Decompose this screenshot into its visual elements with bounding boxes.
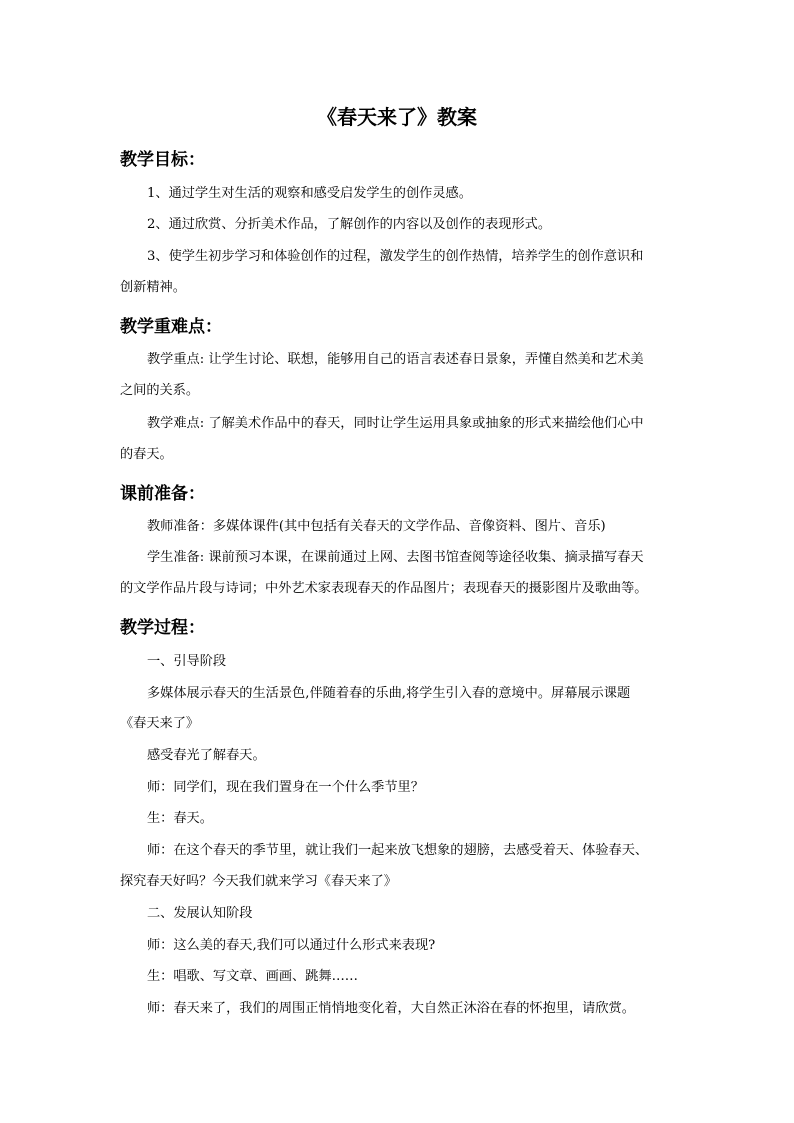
key-points-line-2: 教学难点: 了解美术作品中的春天，同时让学生运用具象或抽象的形式来描绘他们心中 xyxy=(147,416,644,431)
preparation-line-2-cont: 的文学作品片段与诗词；中外艺术家表现春天的作品图片；表现春天的摄影图片及歌曲等。 xyxy=(120,581,648,596)
goals-line-3: 3、使学生初步学习和体验创作的过程，激发学生的创作热情，培养学生的创作意识和 xyxy=(147,249,644,264)
process-line-10: 师：春天来了，我们的周围正悄悄地变化着，大自然正沐浴在春的怀抱里，请欣赏。 xyxy=(147,1001,635,1016)
section-heading-process: 教学过程： xyxy=(120,618,205,638)
goals-line-1: 1、通过学生对生活的观察和感受启发学生的创作灵感。 xyxy=(147,186,472,201)
goals-line-2: 2、通过欣赏、分折美术作品，了解创作的内容以及创作的表现形式。 xyxy=(147,217,552,232)
key-points-line-2-cont: 的春天。 xyxy=(120,447,173,462)
document-title: 《春天来了》教案 xyxy=(317,105,477,129)
process-line-8: 师：这么美的春天,我们可以通过什么形式来表现? xyxy=(147,938,436,953)
preparation-line-1: 教师准备：多媒体课件(其中包括有关春天的文学作品、音像资料、图片、音乐) xyxy=(147,519,606,534)
process-line-2-cont: 《春天来了》 xyxy=(120,716,200,731)
key-points-line-1-cont: 之间的关系。 xyxy=(120,383,200,398)
process-line-3: 感受春光了解春天。 xyxy=(147,748,266,763)
process-line-1: 一、引导阶段 xyxy=(147,654,227,669)
preparation-line-2: 学生准备: 课前预习本课，在课前通过上网、去图书馆查阅等途径收集、摘录描写春天 xyxy=(147,550,644,565)
process-line-6-cont: 探究春天好吗？今天我们就来学习《春天来了》 xyxy=(120,874,397,889)
process-line-2: 多媒体展示春天的生活景色,伴随着春的乐曲,将学生引入春的意境中。屏幕展示课题 xyxy=(147,686,631,701)
section-heading-preparation: 课前准备： xyxy=(120,484,205,504)
process-line-9: 生：唱歌、写文章、画画、跳舞…… xyxy=(147,969,358,984)
process-line-6: 师：在这个春天的季节里，就让我们一起来放飞想象的翅膀，去感受着天、体验春天、 xyxy=(147,843,649,858)
goals-line-3-cont: 创新精神。 xyxy=(120,280,186,295)
process-line-7: 二、发展认知阶段 xyxy=(147,906,253,921)
section-heading-goals: 教学目标： xyxy=(120,150,205,170)
process-line-4: 师：同学们，现在我们置身在一个什么季节里？ xyxy=(147,780,424,795)
process-line-5: 生：春天。 xyxy=(147,811,213,826)
key-points-line-1: 教学重点: 让学生讨论、联想，能够用自己的语言表述春日景象，弄懂自然美和艺术美 xyxy=(147,352,644,367)
section-heading-key-points: 教学重难点： xyxy=(120,317,222,337)
